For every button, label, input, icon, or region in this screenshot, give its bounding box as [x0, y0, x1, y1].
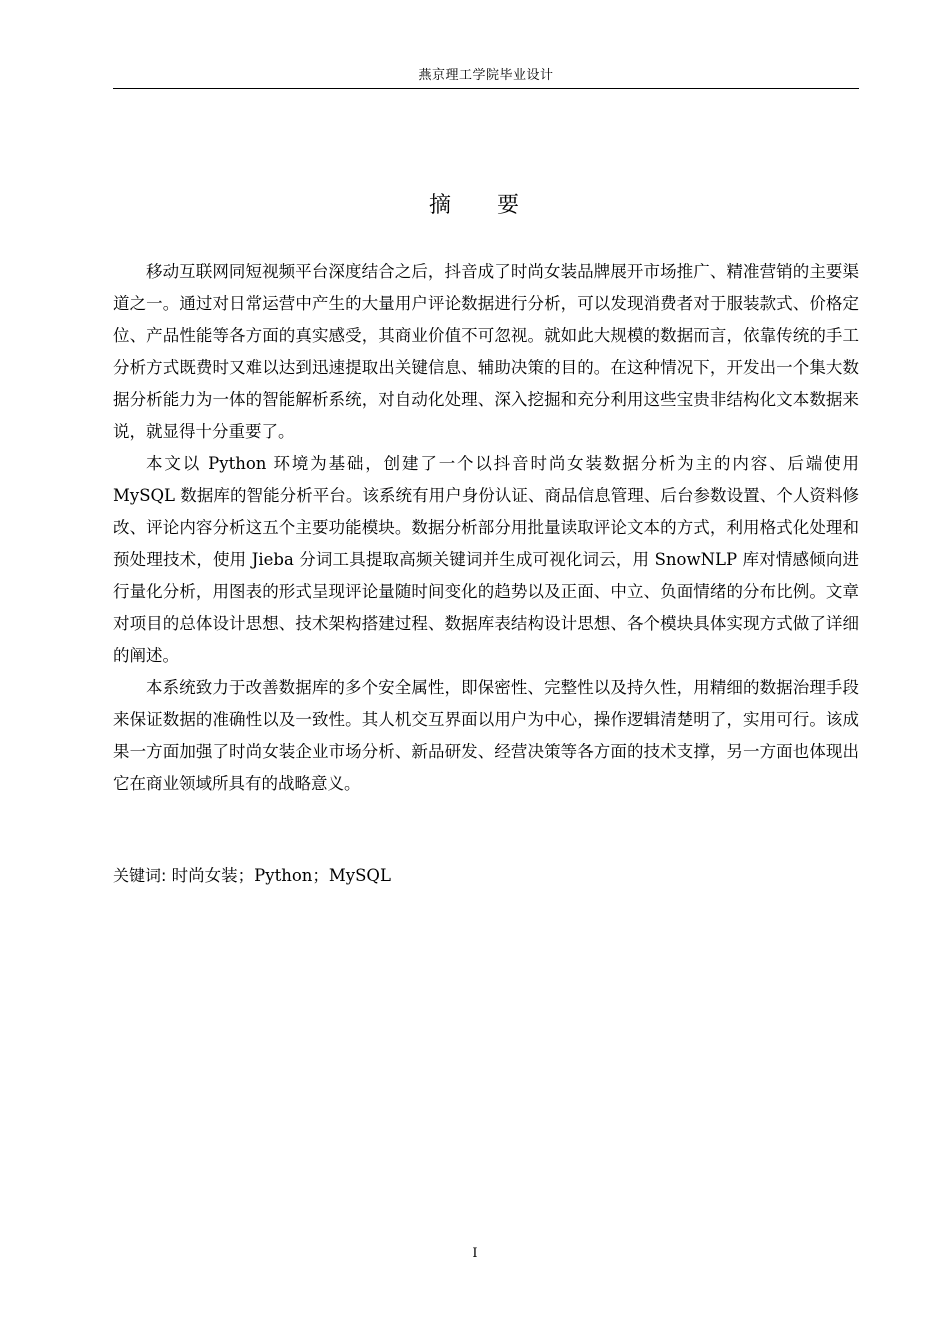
title-char-1: 摘: [428, 193, 453, 218]
page-number: I: [472, 1246, 478, 1261]
keywords-label: 关键词:: [113, 866, 167, 885]
keywords-line: [113, 860, 859, 892]
header-text: 燕京理工学院毕业设计: [418, 68, 554, 83]
title-char-2: 要: [497, 193, 522, 218]
abstract-paragraph-3: 本系统致力于改善数据库的多个安全属性，即保密性、完整性以及持久性，用精细的数据治理手段来保证数据的准确性以及一致性。其人机交互界面以用户为中心，操作逻辑清楚明了，实用可行。该成果一方面加强了时尚女装企业市场分析、新品研发、经营决策等各方面的技术支撑，另一方面也体现出它在商业领域所具有的战略意义。: [113, 678, 859, 793]
abstract-paragraph-2: 本文以 Python 环境为基础，创建了一个以抖音时尚女装数据分析为主的内容、后端使用 MySQL 数据库的智能分析平台。该系统有用户身份认证、商品信息管理、后台参数设置、个人资料修改、评论内容分析这五个主要功能模块。数据分析部分用批量读取评论文本的方式，利用格式化处理和预处理技术，使用 Jieba 分词工具提取高频关键词并生成可视化词云，用 SnowNLP 库对情感倾向进行量化分析，用图表的形式呈现评论量随时间变化的趋势以及正面、中立、负面情绪的分布比例。文章对项目的总体设计思想、技术架构搭建过程、数据库表结构设计思想、各个模块具体实现方式做了详细的阐述。: [113, 454, 859, 665]
abstract-paragraph-1: 移动互联网同短视频平台深度结合之后，抖音成了时尚女装品牌展开市场推广、精准营销的主要渠道之一。通过对日常运营中产生的大量用户评论数据进行分析，可以发现消费者对于服装款式、价格定位、产品性能等各方面的真实感受，其商业价值不可忽视。就如此大规模的数据而言，依靠传统的手工分析方式既费时又难以达到迅速提取出关键信息、辅助决策的目的。在这种情况下，开发出一个集大数据分析能力为一体的智能解析系统，对自动化处理、深入挖掘和充分利用这些宝贵非结构化文本数据来说，就显得十分重要了。: [113, 262, 859, 441]
page-title: [0, 190, 950, 222]
page-header: [113, 66, 859, 89]
keywords-value: 时尚女装；Python；MySQL: [171, 866, 391, 885]
abstract-body: [113, 256, 859, 800]
